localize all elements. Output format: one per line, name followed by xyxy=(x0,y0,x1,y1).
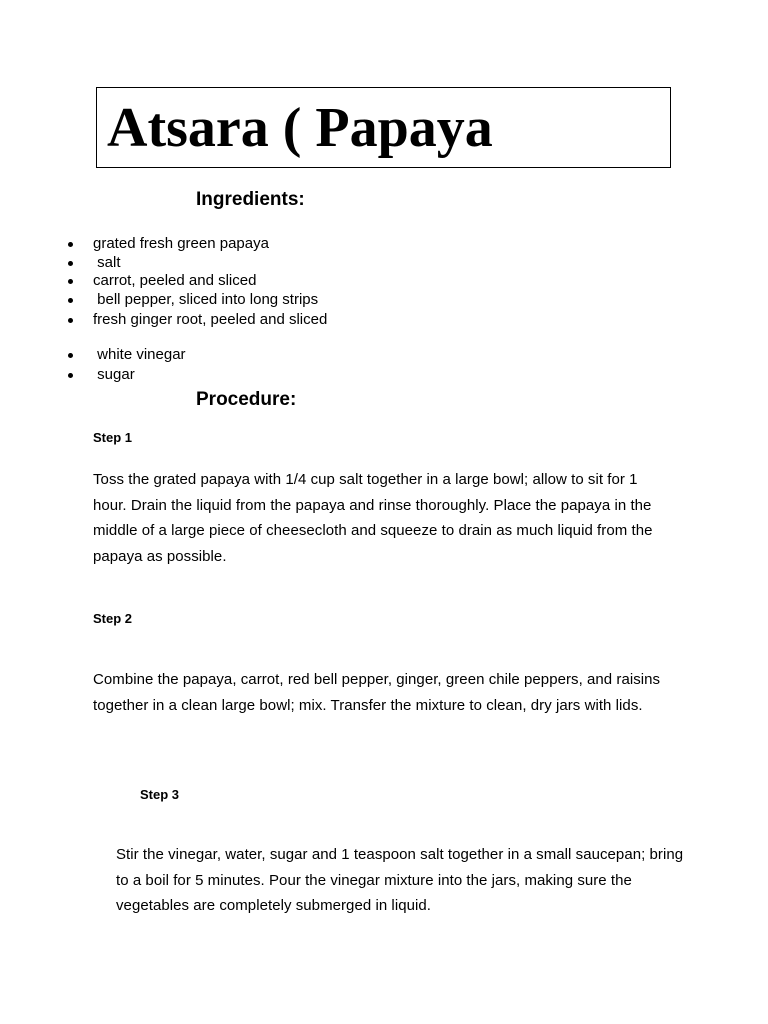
ingredient-item xyxy=(0,310,700,329)
step-label: Step 3 xyxy=(140,787,180,802)
ingredient-text: fresh ginger root, peeled and sliced xyxy=(93,311,328,328)
procedure-heading: Procedure: xyxy=(196,389,297,410)
ingredient-item xyxy=(0,365,700,384)
title-box xyxy=(96,87,671,168)
ingredient-item xyxy=(0,345,700,364)
step-text: Stir the vinegar, water, sugar and 1 teaspoon salt together in a small saucepan; bring to a boil for 5 minutes. Pour the vinegar mixture into the jars, making sure the vegetables are completely submerged in liquid. xyxy=(116,846,684,914)
ingredient-item xyxy=(0,271,700,290)
ingredient-text: carrot, peeled and sliced xyxy=(93,272,257,289)
bullet-icon xyxy=(68,242,73,247)
ingredient-text: bell pepper, sliced into long strips xyxy=(93,291,319,308)
ingredient-text: white vinegar xyxy=(93,346,186,363)
bullet-icon xyxy=(68,373,73,378)
step-text: Toss the grated papaya with 1/4 cup salt together in a large bowl; allow to sit for 1 hour. Drain the liquid from the papaya and rinse thoroughly. Place the papaya in the middle of a large piece of cheesecloth and squeeze to drain as much liquid from the papaya as possible. xyxy=(93,471,653,565)
bullet-icon xyxy=(68,353,73,358)
bullet-icon xyxy=(68,279,73,284)
bullet-icon xyxy=(68,261,73,266)
ingredient-item xyxy=(0,234,700,253)
bullet-icon xyxy=(68,298,73,303)
ingredient-text: salt xyxy=(93,254,121,271)
ingredients-heading: Ingredients: xyxy=(196,189,305,210)
step-text: Combine the papaya, carrot, red bell pepper, ginger, green chile peppers, and raisins together in a clean large bowl; mix. Transfer the mixture to clean, dry jars with lids. xyxy=(93,671,661,714)
ingredient-item xyxy=(0,290,700,309)
ingredient-text: sugar xyxy=(93,366,135,383)
step-label: Step 1 xyxy=(93,430,133,445)
ingredient-text: grated fresh green papaya xyxy=(93,235,269,252)
bullet-icon xyxy=(68,318,73,323)
ingredient-item xyxy=(0,253,700,272)
recipe-title: Atsara ( Papaya xyxy=(107,97,493,159)
step-label: Step 2 xyxy=(93,611,133,626)
